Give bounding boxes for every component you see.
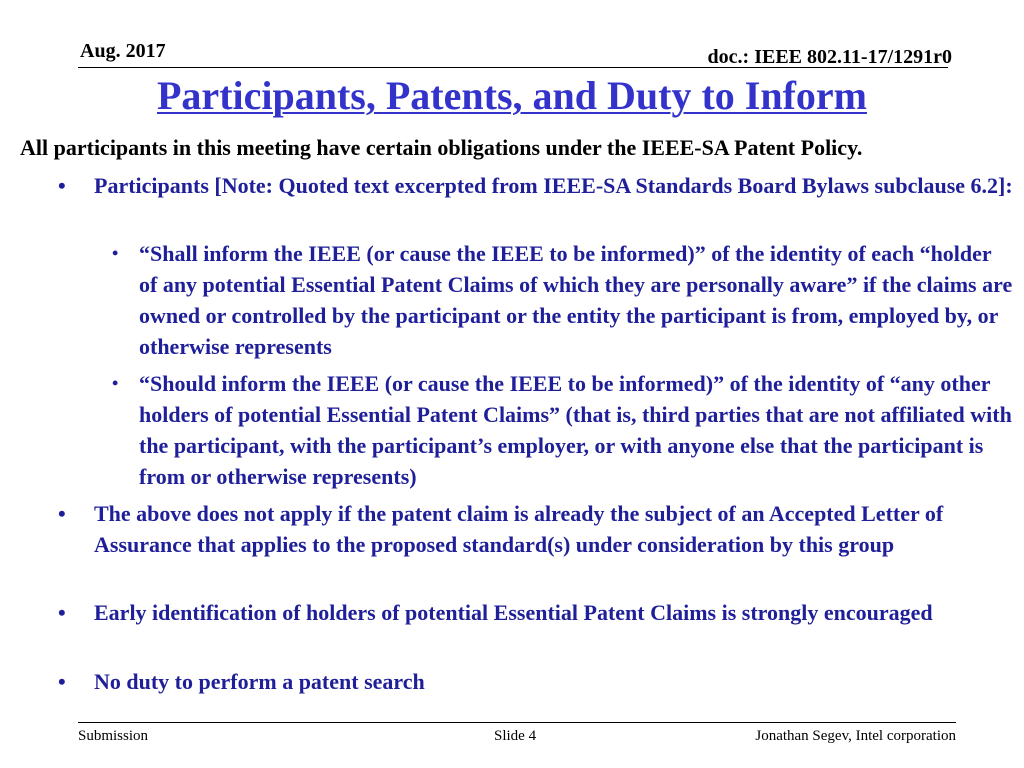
bullet-early-identification <box>58 597 1014 628</box>
bullet-text: The above does not apply if the patent claim is already the subject of an Accepted Letter of Assurance that applies to the proposed standard(s) under consideration by this group <box>94 501 944 557</box>
slide-title: Participants, Patents, and Duty to Inform <box>157 73 867 118</box>
header-date: Aug. 2017 <box>80 40 166 62</box>
footer-submission: Submission <box>78 728 149 744</box>
bullet-no-search <box>58 666 1014 697</box>
bullet-text: Early identification of holders of potential Essential Patent Claims is strongly encouraged <box>94 600 933 625</box>
sub-bullet-should-inform <box>112 368 1014 492</box>
bullet-dot: • <box>58 669 66 694</box>
bullet-participants <box>58 170 1014 201</box>
bullet-loa-exception <box>58 498 1014 560</box>
bullet-dot: • <box>58 600 66 625</box>
sub-bullet-text: “Shall inform the IEEE (or cause the IEEE to be informed)” of the identity of each “holder of any potential Essential Patent Claims of which they are personally aware” if the claims are owned or controlled by the participant or the entity the participant is from, employed by, or otherwise represents <box>139 241 1013 359</box>
sub-bullet-text: “Should inform the IEEE (or cause the IEEE to be informed)” of the identity of “any other holders of potential Essential Patent Claims” (that is, third parties that are not affiliated with the participant, with the participant’s employer, or with anyone else that the participant is from or otherwise represents) <box>139 371 1012 489</box>
bullet-dot: • <box>112 373 119 393</box>
bullet-text: Participants [Note: Quoted text excerpted from IEEE-SA Standards Board Bylaws subclause 6.2]: <box>94 173 1013 198</box>
footer-divider <box>78 722 956 723</box>
header-divider <box>78 67 948 68</box>
bullet-dot: • <box>112 243 119 263</box>
intro-text: All participants in this meeting have certain obligations under the IEEE-SA Patent Policy. <box>20 135 863 160</box>
footer-author: Jonathan Segev, Intel corporation <box>755 728 956 744</box>
footer-slide-number: Slide 4 <box>494 728 537 744</box>
bullet-dot: • <box>58 173 66 198</box>
bullet-dot: • <box>58 501 66 526</box>
sub-bullet-shall-inform <box>112 238 1014 362</box>
bullet-text: No duty to perform a patent search <box>94 669 425 694</box>
header-doc-id: doc.: IEEE 802.11-17/1291r0 <box>707 46 952 68</box>
